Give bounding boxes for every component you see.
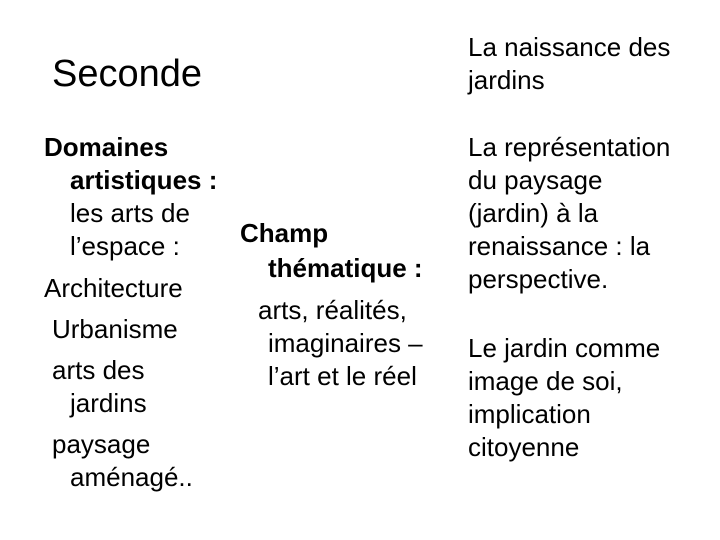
center-line: arts, réalités, [258, 295, 407, 325]
left-line: Urbanisme [52, 314, 178, 344]
right-block2-line: Le jardin comme [468, 333, 661, 363]
right-block1-line: perspective. [468, 264, 609, 294]
right-block2-line: image de soi, [468, 366, 623, 396]
left-line: arts des [52, 355, 145, 385]
center-line: Champ [240, 218, 329, 248]
left-line: artistiques : [70, 165, 218, 195]
left-line: paysage [52, 429, 151, 459]
center-line: imaginaires – [268, 328, 423, 358]
center-line: thématique : [268, 253, 423, 283]
left-line: l’espace : [70, 231, 180, 261]
right-block2-line: citoyenne [468, 432, 580, 462]
right-block1-line: du paysage [468, 165, 603, 195]
left-line: aménagé.. [70, 462, 193, 492]
slide-title: Seconde [52, 53, 203, 95]
center-line: l’art et le réel [268, 361, 417, 391]
right-heading-line: jardins [468, 65, 545, 95]
right-block2-line: implication [468, 399, 591, 429]
right-block1-line: renaissance : la [468, 231, 651, 261]
left-line: Domaines [44, 132, 169, 162]
right-block1-line: La représentation [468, 132, 671, 162]
left-line: jardins [70, 388, 147, 418]
right-heading-line: La naissance des [468, 32, 671, 62]
left-line: Architecture [44, 273, 183, 303]
right-block1-line: (jardin) à la [468, 198, 599, 228]
left-line: les arts de [70, 198, 190, 228]
